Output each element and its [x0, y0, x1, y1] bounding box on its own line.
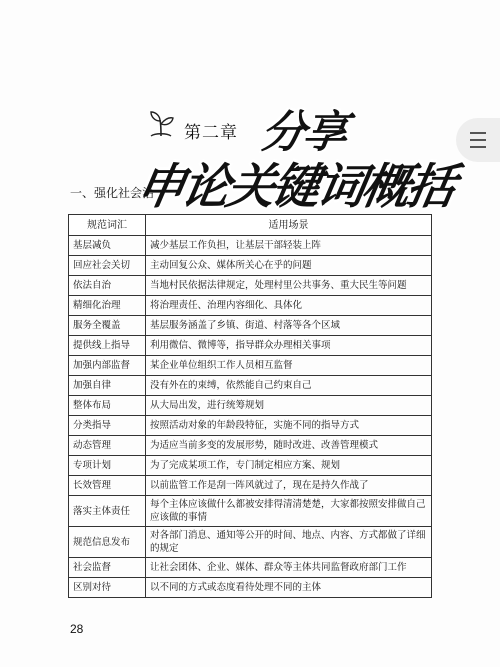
term-cell: 依法自治 [69, 276, 146, 296]
usage-cell: 为适应当前多变的发展形势，随时改进、改善管理模式 [146, 436, 432, 456]
term-cell: 规范信息发布 [69, 527, 146, 558]
term-cell: 回应社会关切 [69, 256, 146, 276]
term-cell: 落实主体责任 [69, 496, 146, 527]
headline-title: 申论关键词概括 [132, 159, 458, 215]
term-cell: 基层减负 [69, 236, 146, 256]
table-row [69, 356, 432, 376]
usage-cell: 基层服务涵盖了乡镇、街道、村落等各个区域 [146, 316, 432, 336]
term-cell: 提供线上指导 [69, 336, 146, 356]
term-cell: 社会监督 [69, 558, 146, 578]
chapter-label: 第二章 [184, 123, 238, 143]
keyword-table [68, 214, 432, 598]
menu-bar [470, 132, 486, 134]
table-row [69, 236, 432, 256]
usage-cell: 减少基层工作负担，让基层干部轻装上阵 [146, 236, 432, 256]
term-cell: 长效管理 [69, 476, 146, 496]
section-title: 一、强化社会治 [70, 186, 155, 200]
table-row [69, 527, 432, 558]
term-cell: 加强内部监督 [69, 356, 146, 376]
term-cell: 分类指导 [69, 416, 146, 436]
usage-cell: 利用微信、微博等，指导群众办理相关事项 [146, 336, 432, 356]
usage-cell: 按照活动对象的年龄段特征，实施不同的指导方式 [146, 416, 432, 436]
term-cell: 动态管理 [69, 436, 146, 456]
page-number: 28 [70, 622, 84, 636]
table-row [69, 256, 432, 276]
table-row [69, 336, 432, 356]
table-row [69, 496, 432, 527]
usage-cell: 让社会团体、企业、媒体、群众等主体共同监督政府部门工作 [146, 558, 432, 578]
table-row [69, 476, 432, 496]
usage-cell: 当地村民依据法律规定，处理村里公共事务、重大民生等问题 [146, 276, 432, 296]
usage-cell: 从大局出发，进行统筹规划 [146, 396, 432, 416]
table-row [69, 456, 432, 476]
usage-cell: 为了完成某项工作，专门制定相应方案、规划 [146, 456, 432, 476]
table-row [69, 316, 432, 336]
column-header-usage: 适用场景 [146, 215, 432, 236]
sprout-icon [147, 108, 175, 138]
usage-cell: 没有外在的束缚，依然能自己约束自己 [146, 376, 432, 396]
term-cell: 区别对待 [69, 578, 146, 598]
usage-cell: 对各部门消息、通知等公开的时间、地点、内容、方式都做了详细的规定 [146, 527, 432, 558]
term-cell: 加强自律 [69, 376, 146, 396]
table-row [69, 296, 432, 316]
table-row [69, 416, 432, 436]
usage-cell: 主动回复公众、媒体所关心在乎的问题 [146, 256, 432, 276]
usage-cell: 以不同的方式或态度看待处理不同的主体 [146, 578, 432, 598]
usage-cell: 以前监管工作是刮一阵风就过了，现在是持久作战了 [146, 476, 432, 496]
term-cell: 整体布局 [69, 396, 146, 416]
term-cell: 精细化治理 [69, 296, 146, 316]
usage-cell: 将治理责任、治理内容细化、具体化 [146, 296, 432, 316]
table-row [69, 276, 432, 296]
share-title: 分享 [257, 107, 349, 158]
term-cell: 专项计划 [69, 456, 146, 476]
menu-bar [470, 139, 486, 141]
table-row [69, 436, 432, 456]
table-header-row [69, 215, 432, 236]
term-cell: 服务全覆盖 [69, 316, 146, 336]
table-row [69, 396, 432, 416]
table-row [69, 376, 432, 396]
table-row [69, 578, 432, 598]
table-row [69, 558, 432, 578]
usage-cell: 每个主体应该做什么都被安排得清清楚楚，大家都按照安排做自己应该做的事情 [146, 496, 432, 527]
column-header-term: 规范词汇 [69, 215, 146, 236]
usage-cell: 某企业单位组织工作人员相互监督 [146, 356, 432, 376]
